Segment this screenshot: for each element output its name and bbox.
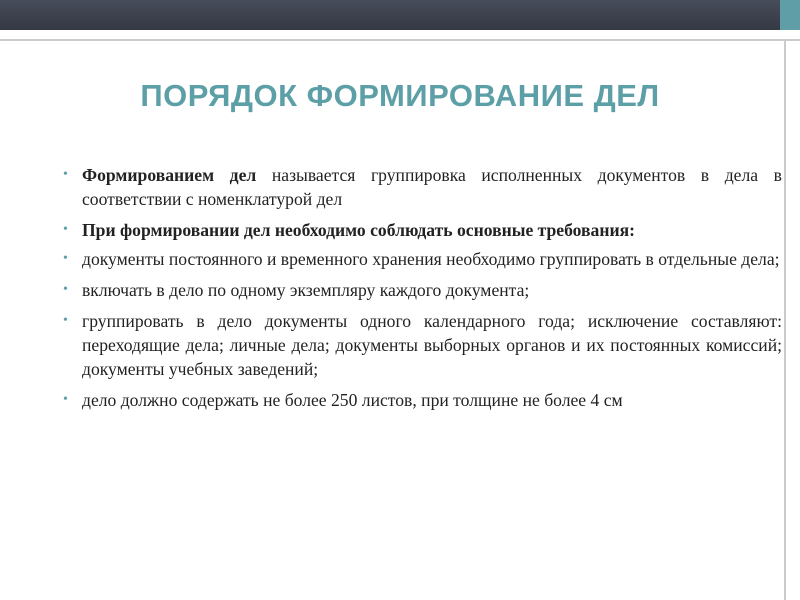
header-bar	[0, 0, 800, 30]
term-label: Формированием дел	[82, 165, 257, 185]
bullet-icon: •	[63, 313, 68, 328]
frame-line-top	[0, 39, 800, 41]
definition-text: называется группировка исполненных документов в дела в соответствии с номенклатурой дел	[82, 165, 782, 209]
bullet-list	[62, 163, 782, 419]
slide-title: ПОРЯДОК ФОРМИРОВАНИЕ ДЕЛ	[140, 78, 660, 113]
requirement-text: включать в дело по одному экземпляру каждого документа;	[82, 280, 530, 300]
list-item	[62, 163, 782, 211]
requirement-text: дело должно содержать не более 250 листов, при толщине не более 4 см	[82, 390, 623, 410]
list-item	[62, 309, 782, 381]
list-item	[62, 388, 782, 412]
header-accent	[780, 0, 800, 30]
requirement-text: документы постоянного и временного хранения необходимо группировать в отдельные дела;	[82, 249, 780, 269]
frame-line-right	[784, 39, 786, 600]
list-item	[62, 247, 782, 271]
bullet-icon: •	[63, 282, 68, 297]
list-item	[62, 278, 782, 302]
list-item	[62, 218, 782, 242]
bullet-icon: •	[63, 222, 68, 237]
requirement-text: группировать в дело документы одного календарного года; исключение составляют: переходящие дела; личные дела; документы выборных органов и их постоянных комиссий; документы учебных заведений;	[82, 311, 782, 379]
frame-line-corner	[784, 39, 800, 41]
bullet-icon: •	[63, 167, 68, 182]
bullet-icon: •	[63, 392, 68, 407]
requirements-heading: При формировании дел необходимо соблюдать основные требования:	[82, 220, 635, 240]
bullet-icon: •	[63, 251, 68, 266]
